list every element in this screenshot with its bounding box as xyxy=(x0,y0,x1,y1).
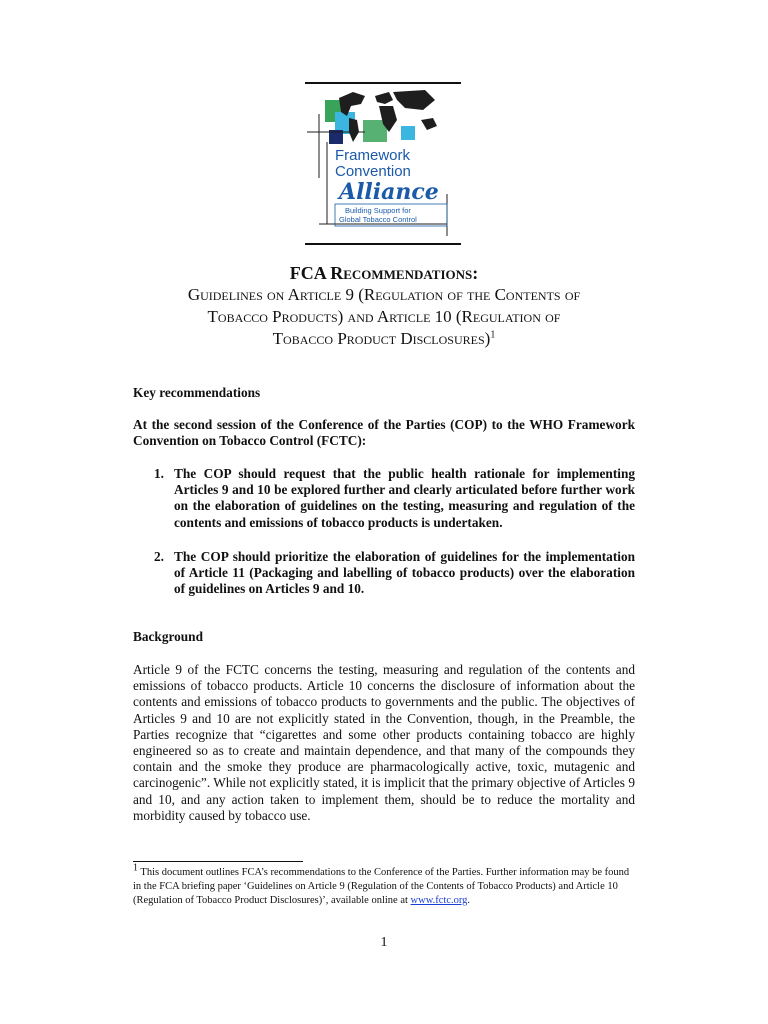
footnote-mark: 1 xyxy=(133,862,138,874)
fctc-link[interactable]: www.fctc.org xyxy=(410,895,468,906)
logo-square-cyan-2 xyxy=(401,126,415,140)
recommendations-list xyxy=(133,466,635,615)
map-australia xyxy=(421,118,437,130)
title-footnote-mark: 1 xyxy=(490,329,496,341)
title-main xyxy=(100,262,668,284)
title-line-3 xyxy=(100,328,668,350)
title-line-2: Tobacco Products) and Article 10 (Regulation of xyxy=(207,307,561,326)
fca-logo xyxy=(305,82,461,246)
footnote xyxy=(133,862,635,908)
list-item xyxy=(133,466,635,531)
footnote-text: This document outlines FCA’s recommendations to the Conference of the Parties. Further information may be found in the FCA briefing paper ‘Guidelines on Article 9 (Regulation of the Contents of Tobacco Products) and Article 10 (Regulation of Tobacco Product Disclosures)’, available online at xyxy=(133,867,630,906)
footnote-end: . xyxy=(467,895,471,906)
logo-word-alliance: Alliance xyxy=(339,179,439,205)
logo-top-rule xyxy=(305,82,461,84)
logo-bottom-rule xyxy=(305,243,461,245)
title-line-3-text: Tobacco Product Disclosures) xyxy=(272,329,491,348)
background-heading: Background xyxy=(133,629,203,644)
list-item-text: The COP should request that the public health rationale for implementing Articles 9 and 10 be explored further and clearly articulated before further work on the elaboration of guidelines on the testing, measuring and regulation of the contents and emissions of tobacco products is undertaken. xyxy=(174,466,635,530)
list-item xyxy=(133,549,635,598)
title-line-1: Guidelines on Article 9 (Regulation of the Contents of xyxy=(187,285,581,304)
key-recommendations-heading: Key recommendations xyxy=(133,385,261,400)
logo-word-convention: Convention xyxy=(335,163,411,180)
list-item-number: 1. xyxy=(154,466,164,481)
title-main-text: FCA Recommendations: xyxy=(289,263,479,283)
background-paragraph: Article 9 of the FCTC concerns the testing, measuring and regulation of the contents and emissions of tobacco products. Article 10 concerns the disclosure of information about the contents and emissions of tobacco products to governments and the public. The objectives of Articles 9 and 10 are not explicitly stated in the Convention, though, in the Preamble, the Parties recognize that “cigarettes and some other products containing tobacco are highly engineered so as to create and maintain dependence, and that many of the compounds they contain and the smoke they produce are pharmacologically active, toxic, mutagenic and carcinogenic”. While not explicitly stated, it is implicit that the primary objective of Articles 9 and 10, and any action taken to implement them, should be to reduce the mortality and morbidity caused by tobacco use. xyxy=(133,662,635,823)
key-intro: At the second session of the Conference of the Parties (COP) to the WHO Framework Convention on Tobacco Control (FCTC): xyxy=(133,417,635,449)
map-south-america xyxy=(349,118,359,142)
map-europe xyxy=(375,92,393,104)
page-number: 1 xyxy=(380,935,388,950)
document-title xyxy=(100,262,668,350)
list-item-text: The COP should prioritize the elaboration of guidelines for the implementation of Article 11 (Packaging and labelling of tobacco products) over the elaboration of guidelines on Articles 9 and 10. xyxy=(174,548,635,597)
map-asia xyxy=(393,90,435,110)
logo-tagline-1: Building Support for xyxy=(345,206,411,215)
list-item-number: 2. xyxy=(154,548,164,564)
logo-word-framework: Framework xyxy=(335,147,411,164)
logo-tagline-2: Global Tobacco Control xyxy=(339,215,417,224)
fca-logo-graphic xyxy=(305,86,461,242)
footnote-rule xyxy=(133,861,303,862)
